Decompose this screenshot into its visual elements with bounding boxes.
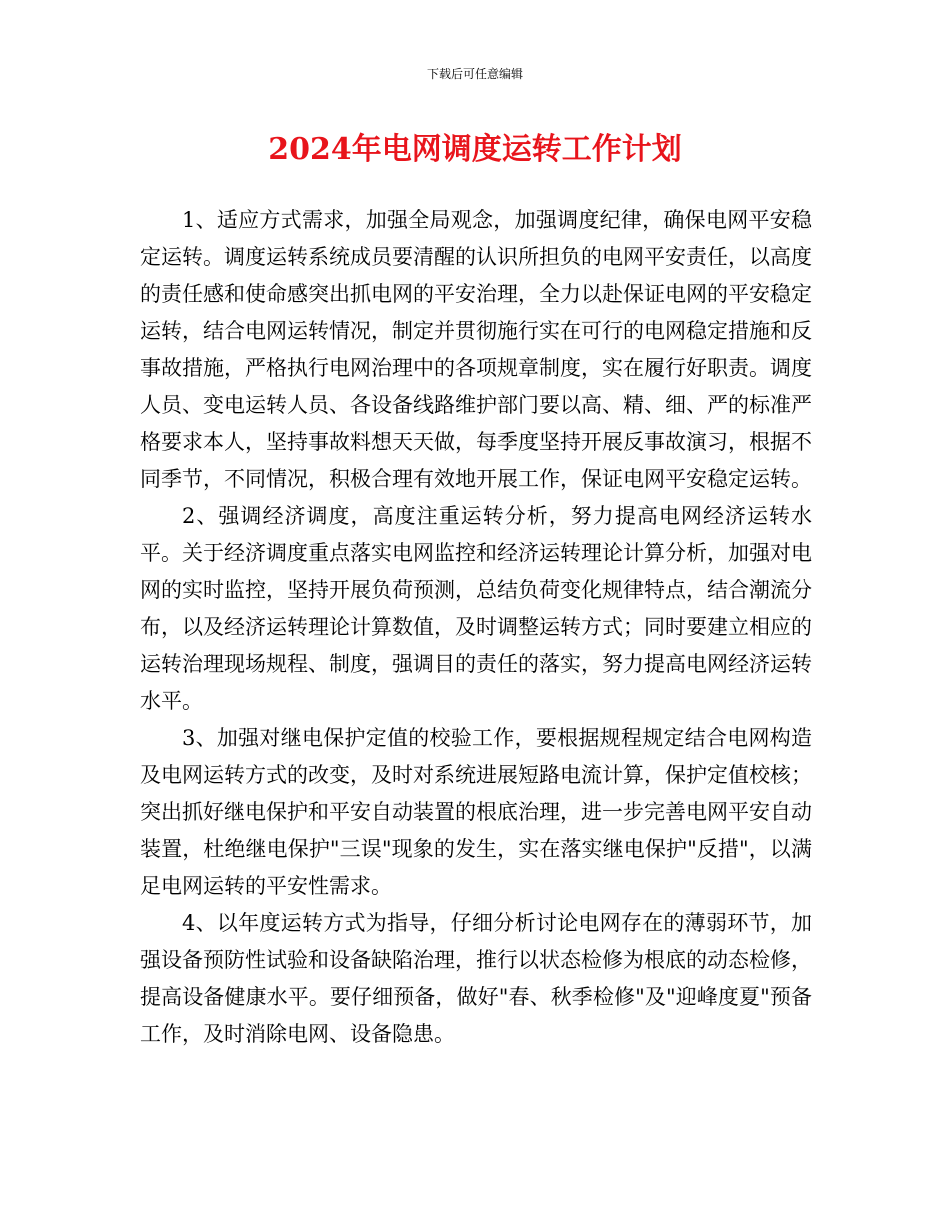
- paragraph-1: 1、适应方式需求，加强全局观念，加强调度纪律，确保电网平安稳定运转。调度运转系统成员要清醒的认识所担负的电网平安责任，以高度的责任感和使命感突出抓电网的平安治理，全力以赴保证电网的平安稳定运转，结合电网运转情况，制定并贯彻施行实在可行的电网稳定措施和反事故措施，严格执行电网治理中的各项规章制度，实在履行好职责。调度人员、变电运转人员、各设备线路维护部门要以高、精、细、严的标准严格要求本人，坚持事故料想天天做，每季度坚持开展反事故演习，根据不同季节，不同情况，积极合理有效地开展工作，保证电网平安稳定运转。: [140, 208, 812, 491]
- document-body: [140, 202, 812, 1053]
- page-header-note: 下载后可任意编辑: [426, 67, 523, 81]
- paragraph-3: 3、加强对继电保护定值的校验工作，要根据规程规定结合电网构造及电网运转方式的改变，及时对系统进展短路电流计算，保护定值校核；突出抓好继电保护和平安自动装置的根底治理，进一步完善电网平安自动装置，杜绝继电保护"三误"现象的发生，实在落实继电保护"反措"，以满足电网运转的平安性需求。: [140, 726, 812, 898]
- paragraph-4: 4、以年度运转方式为指导，仔细分析讨论电网存在的薄弱环节，加强设备预防性试验和设备缺陷治理，推行以状态检修为根底的动态检修，提高设备健康水平。要仔细预备，做好"春、秋季检修"及"迎峰度夏"预备工作，及时消除电网、设备隐患。: [140, 911, 812, 1046]
- document-title: 2024年电网调度运转工作计划: [268, 132, 682, 167]
- paragraph-2: 2、强调经济调度，高度注重运转分析，努力提高电网经济运转水平。关于经济调度重点落实电网监控和经济运转理论计算分析，加强对电网的实时监控，坚持开展负荷预测，总结负荷变化规律特点，结合潮流分布，以及经济运转理论计算数值，及时调整运转方式；同时要建立相应的运转治理现场规程、制度，强调目的责任的落实，努力提高电网经济运转水平。: [140, 504, 812, 713]
